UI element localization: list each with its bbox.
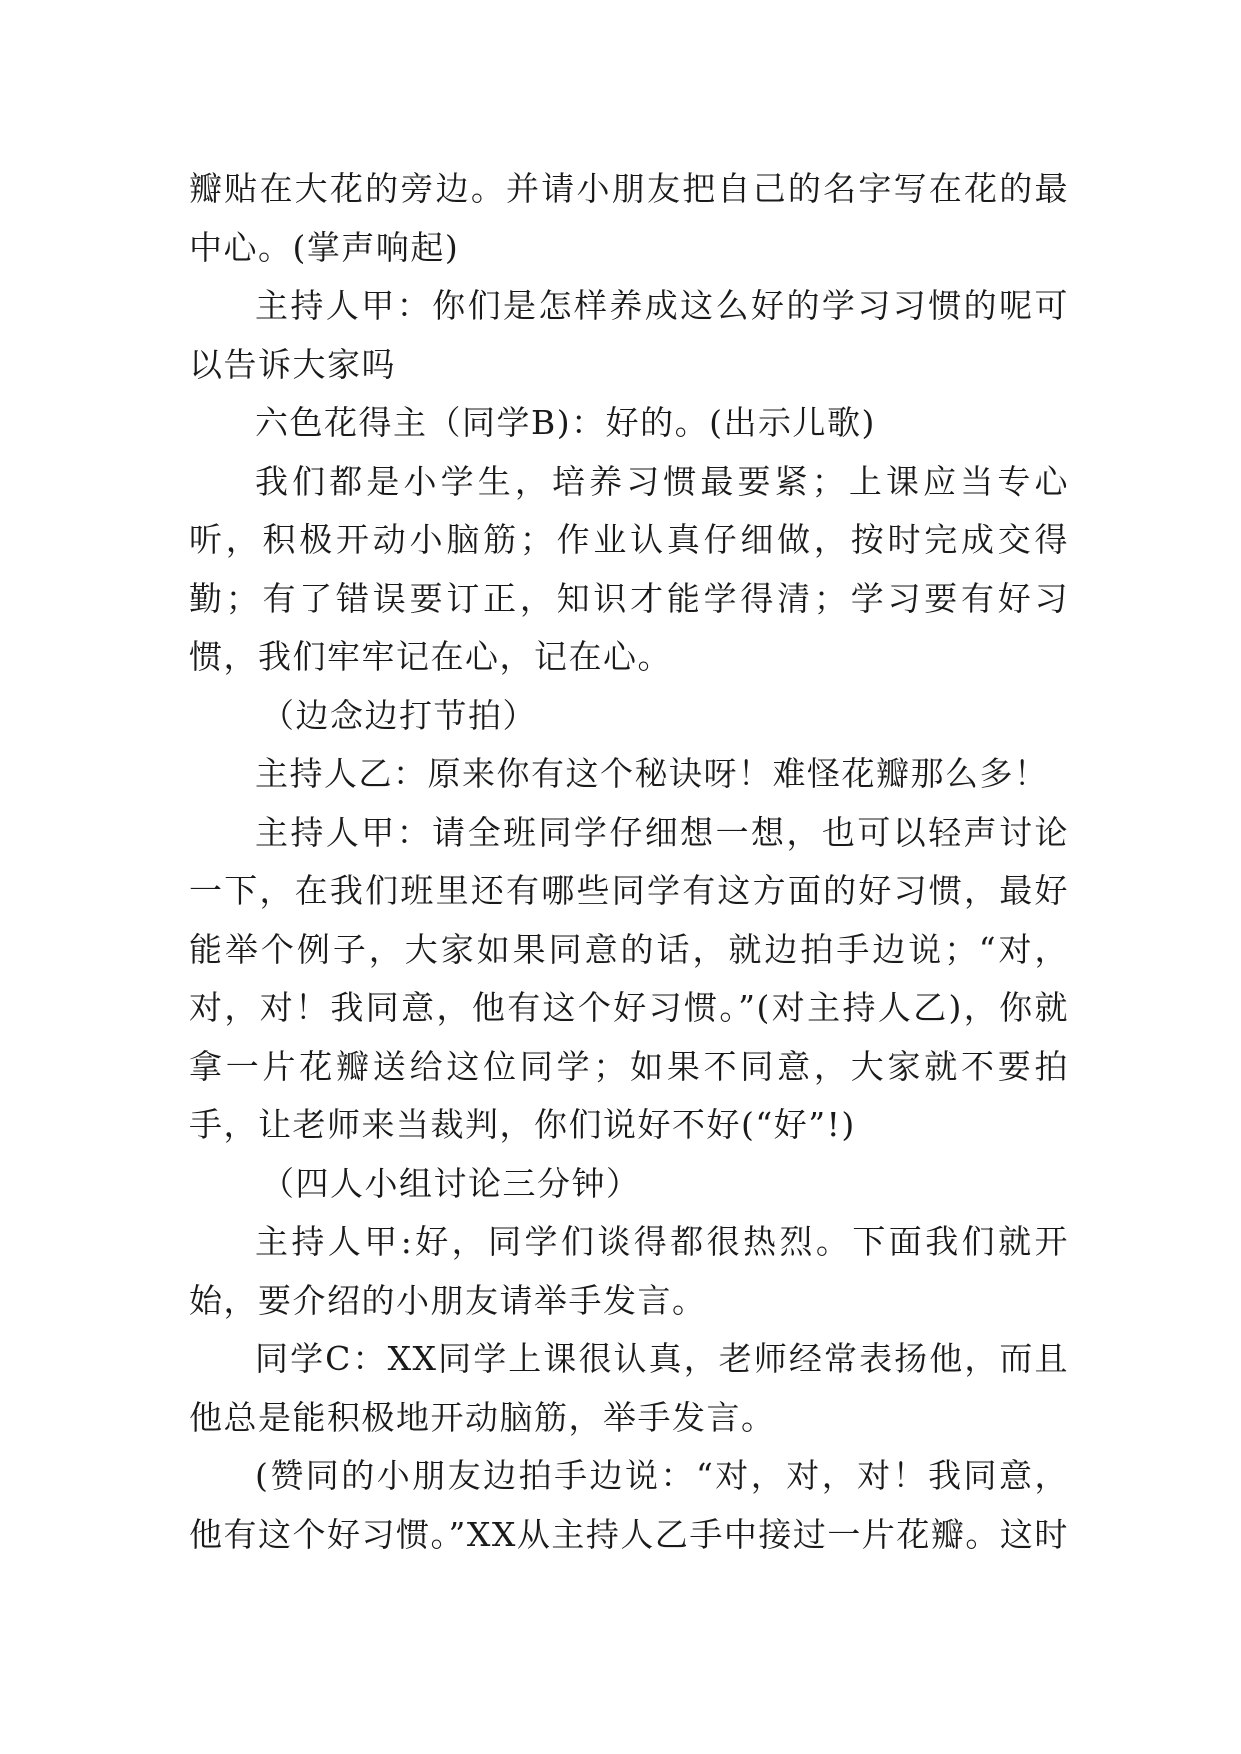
document-body	[189, 160, 1069, 1564]
paragraph-1: 瓣贴在大花的旁边。并请小朋友把自己的名字写在花的最中心。(掌声响起)	[189, 169, 1069, 267]
paragraph-10: 同学C：XX同学上课很认真，老师经常表扬他，而且他总是能积极地开动脑筋，举手发言。	[189, 1339, 1069, 1437]
paragraph-2: 主持人甲：你们是怎样养成这么好的学习习惯的呢可以告诉大家吗	[189, 286, 1069, 384]
paragraph-5: （边念边打节拍）	[261, 695, 537, 735]
paragraph-4: 我们都是小学生，培养习惯最要紧；上课应当专心听，积极开动小脑筋；作业认真仔细做，按时完成交得勤；有了错误要订正，知识才能学得清；学习要有好习惯，我们牢牢记在心，记在心。	[189, 461, 1069, 676]
paragraph-8: （四人小组讨论三分钟）	[261, 1163, 641, 1203]
paragraph-3: 六色花得主（同学B)：好的。(出示儿歌)	[255, 403, 876, 442]
paragraph-9: 主持人甲:好，同学们谈得都很热烈。下面我们就开始，要介绍的小朋友请举手发言。	[189, 1222, 1069, 1320]
paragraph-7: 主持人甲：请全班同学仔细想一想，也可以轻声讨论一下，在我们班里还有哪些同学有这方面的好习惯，最好能举个例子，大家如果同意的话，就边拍手边说；“对，对，对！我同意，他有这个好习惯。”(对主持人乙)，你就拿一片花瓣送给这位同学；如果不同意，大家就不要拍手，让老师来当裁判，你们说好不好(“好”!)	[189, 812, 1069, 1144]
paragraph-6: 主持人乙：原来你有这个秘诀呀！难怪花瓣那么多！	[255, 754, 1049, 793]
paragraph-11: (赞同的小朋友边拍手边说：“对，对，对！我同意，他有这个好习惯。”XX从主持人乙手中接过一片花瓣。这时	[189, 1456, 1069, 1554]
